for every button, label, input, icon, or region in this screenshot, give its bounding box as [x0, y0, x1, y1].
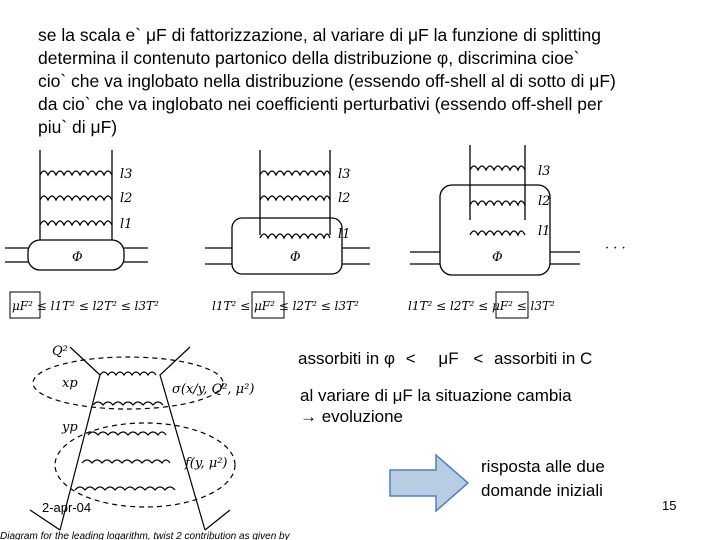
ordering-b: l1T² ≤ μF² ≤ l2T² ≤ l3T²	[212, 299, 359, 313]
right-arrow-icon	[388, 452, 472, 514]
label-l3: l3	[538, 164, 551, 179]
label-phi: Φ	[492, 250, 503, 265]
label-phi: Φ	[72, 250, 83, 265]
label-yp: yp	[62, 420, 78, 435]
body-line-4: da cio` che va inglobato nei coefficienti perturbativi (essendo off-shell per	[38, 94, 603, 114]
evolution-text: → evoluzione	[300, 407, 404, 426]
absorb-prefix: assorbiti in φ	[298, 349, 396, 368]
ordering-a: μF² ≤ l1T² ≤ l2T² ≤ l3T²	[12, 299, 159, 313]
page-number: 15	[662, 498, 677, 513]
absorb-suffix: assorbiti in C	[494, 349, 593, 368]
slide-body-text	[38, 24, 708, 139]
vary-prefix: al variare di	[300, 386, 388, 405]
body-line-5: piu` di μF)	[38, 117, 118, 137]
vary-statement	[300, 386, 572, 406]
label-sigma: σ(x/y, Q², μ²)	[172, 382, 255, 397]
body-line-3: cio` che va inglobato nella distribuzione (essendo off-shell al di sotto di μF)	[38, 71, 616, 91]
label-l1: l1	[120, 217, 133, 232]
slide-date: 2-apr-04	[42, 500, 92, 515]
ladder-diagrams	[0, 140, 720, 340]
body-line-1: se la scala e` μF di fattorizzazione, al variare di μF la funzione di splitting	[38, 25, 601, 45]
label-l3: l3	[338, 167, 351, 182]
absorb-lt-2: <	[473, 349, 484, 368]
label-dots: · · ·	[605, 241, 626, 256]
label-l2: l2	[120, 191, 133, 206]
diagram-caption: Diagram for the leading logarithm, twist 2 contribution as given by	[0, 531, 290, 540]
body-line-2: determina il contenuto partonico della distribuzione φ, discrimina cioe`	[38, 48, 580, 68]
answer-line-2: domande iniziali	[481, 481, 603, 500]
vary-mu: μF	[392, 386, 413, 405]
label-l3: l3	[120, 167, 133, 182]
label-l1: l1	[538, 224, 551, 239]
answer-line-1: risposta alle due	[481, 457, 605, 476]
ordering-c: l1T² ≤ l2T² ≤ μF² ≤ l3T²	[408, 299, 555, 313]
label-f: f(y, μ²)	[185, 456, 228, 471]
absorb-lt-1: <	[405, 349, 416, 368]
label-l2: l2	[338, 191, 351, 206]
label-xp: xp	[62, 376, 78, 391]
vary-suffix: la situazione cambia	[417, 386, 572, 405]
absorb-mu: μF	[438, 349, 459, 368]
label-q2: Q²	[52, 344, 68, 359]
label-phi: Φ	[290, 250, 301, 265]
absorb-statement	[298, 349, 592, 369]
label-l2: l2	[538, 194, 551, 209]
label-l1: l1	[338, 227, 351, 242]
